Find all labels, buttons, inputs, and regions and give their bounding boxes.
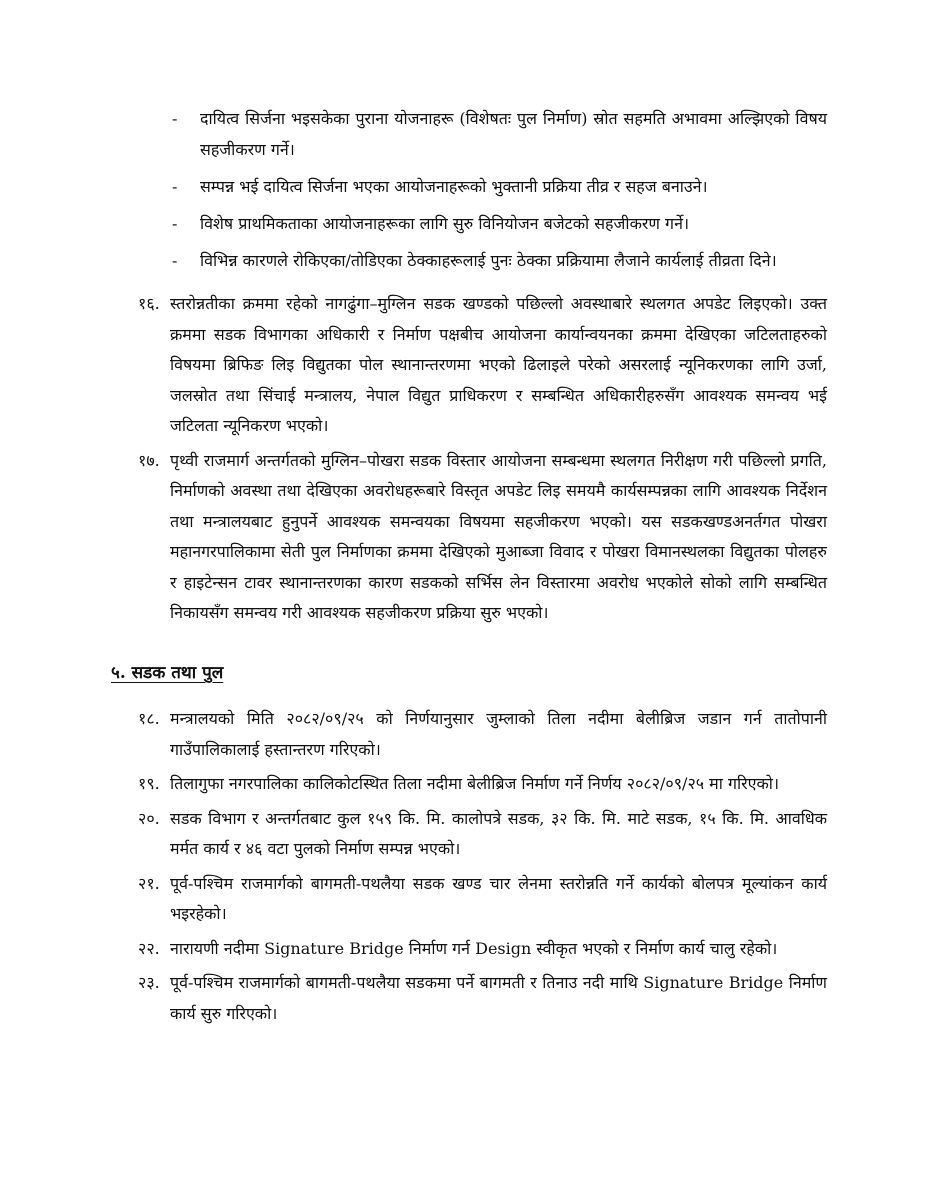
- numbered-item: [138, 289, 827, 442]
- bullet-item: [172, 208, 827, 239]
- bullet-list: [172, 103, 827, 282]
- bullet-text: दायित्व सिर्जना भइसकेका पुराना योजनाहरू (विशेषतः पुल निर्माण) स्रोत सहमति अभावमा अल्झिएको विषय सहजीकरण गर्ने।: [200, 109, 827, 159]
- item-text: स्तरोन्नतीका क्रममा रहेको नागढुंगा–मुग्लिन सडक खण्डको पछिल्लो अवस्थाबारे स्थलगत अपडेट लिइएको। उक्त क्रममा सडक विभागका अधिकारी र निर्माण पक्षबीच आयोजना कार्यान्वयनका क्रममा देखिएका जटिलताहरुको विषयमा ब्रिफिङ लिइ विद्युतका पोल स्थानान्तरणमा भएको ढिलाइले परेको असरलाई न्यूनिकरणका लागि उर्जा, जलस्रोत तथा सिंचाई मन्त्रालय, नेपाल विद्युत प्राधिकरण र सम्बन्धित अधिकारीहरुसँग आवश्यक समन्वय भई जटिलता न्यूनिकरण भएको।: [170, 294, 827, 435]
- numbered-list-b: [138, 704, 827, 1033]
- item-number: २१.: [138, 873, 160, 893]
- bullet-text: विशेष प्राथमिकताका आयोजनाहरूका लागि सुरु विनियोजन बजेटको सहजीकरण गर्ने।: [200, 214, 690, 233]
- item-text: पूर्व-पश्चिम राजमार्गको बागमती-पथलैया सडकमा पर्ने बागमती र तिनाउ नदी माथि Signature Bridge निर्माण कार्य सुरु गरिएको।: [170, 973, 827, 1023]
- bullet-dash: -: [172, 214, 178, 233]
- bullet-dash: -: [172, 177, 178, 196]
- bullet-item: [172, 171, 827, 202]
- item-number: १८.: [138, 709, 160, 728]
- item-text: पृथ्वी राजमार्ग अन्तर्गतको मुग्लिन–पोखरा सडक विस्तार आयोजना सम्बन्धमा स्थलगत निरीक्षण गरी पछिल्लो प्रगति, निर्माणको अवस्था तथा देखिएका अवरोधहरूबारे विस्तृत अपडेट लिइ समयमै कार्यसम्पन्नका लागि आवश्यक निर्देशन तथा मन्त्रालयबाट हुनुपर्ने आवश्यक समन्वयका विषयमा सहजीकरण भएको। यस सडकखण्डअनर्तगत पोखरा महानगरपालिकामा सेती पुल निर्माणका क्रममा देखिएको मुआब्जा विवाद र पोखरा विमानस्थलका विद्युतका पोलहरु र हाइटेन्सन टावर स्थानान्तरणका कारण सडकको सर्भिस लेन विस्तारमा अवरोध भएकोले सोको लागि सम्बन्धित निकायसँग समन्वय गरी आवश्यक सहजीकरण प्रक्रिया सुरु भएको।: [170, 450, 827, 622]
- numbered-item: [138, 704, 827, 765]
- numbered-item: [138, 934, 827, 965]
- item-text: मन्त्रालयको मिति २०८२/०९/२५ को निर्णयानुसार जुम्लाको तिला नदीमा बेलीब्रिज जडान गर्न तातोपानी गाउँपालिकालाई हस्तान्तरण गरिएको।: [170, 709, 827, 759]
- item-text: तिलागुफा नगरपालिका कालिकोटस्थित तिला नदीमा बेलीब्रिज निर्माण गर्ने निर्णय २०८२/०९/२५ मा गरिएको।: [170, 774, 780, 793]
- section-heading: ५. सडक तथा पुल: [111, 663, 224, 683]
- item-number: १९.: [138, 774, 160, 793]
- bullet-item: [172, 245, 827, 276]
- numbered-item: [138, 769, 827, 800]
- numbered-item: [138, 869, 827, 930]
- item-number: २०.: [138, 808, 160, 828]
- bullet-text: विभिन्न कारणले रोकिएका/तोडिएका ठेक्काहरूलाई पुनः ठेक्का प्रक्रियामा लैजाने कार्यलाई तीव्रता दिने।: [200, 251, 777, 270]
- item-number: २३.: [138, 973, 160, 992]
- item-number: १६.: [138, 294, 160, 313]
- bullet-text: सम्पन्न भई दायित्व सिर्जना भएका आयोजनाहरूको भुक्तानी प्रक्रिया तीव्र र सहज बनाउने।: [200, 177, 708, 196]
- item-number: १७.: [138, 450, 160, 470]
- bullet-item: [172, 103, 827, 165]
- item-text: सडक विभाग र अन्तर्गतबाट कुल १५९ कि. मि. कालोपत्रे सडक, ३२ कि. मि. माटे सडक, १५ कि. मि. आवधिक मर्मत कार्य र ४६ वटा पुलको निर्माण सम्पन्न भएको।: [170, 808, 827, 858]
- numbered-item: [138, 804, 827, 865]
- item-text: पूर्व-पश्चिम राजमार्गको बागमती-पथलैया सडक खण्ड चार लेनमा स्तरोन्नति गर्ने कार्यको बोलपत्र मूल्यांकन कार्य भइरहेको।: [170, 873, 827, 923]
- numbered-item: [138, 968, 827, 1029]
- item-number: २२.: [138, 938, 160, 958]
- bullet-dash: -: [172, 251, 178, 270]
- bullet-dash: -: [172, 109, 178, 128]
- numbered-item: [138, 446, 827, 629]
- item-text: नारायणी नदीमा Signature Bridge निर्माण गर्न Design स्वीकृत भएको र निर्माण कार्य चालु रहेको।: [170, 938, 778, 958]
- numbered-list-a: [138, 289, 827, 633]
